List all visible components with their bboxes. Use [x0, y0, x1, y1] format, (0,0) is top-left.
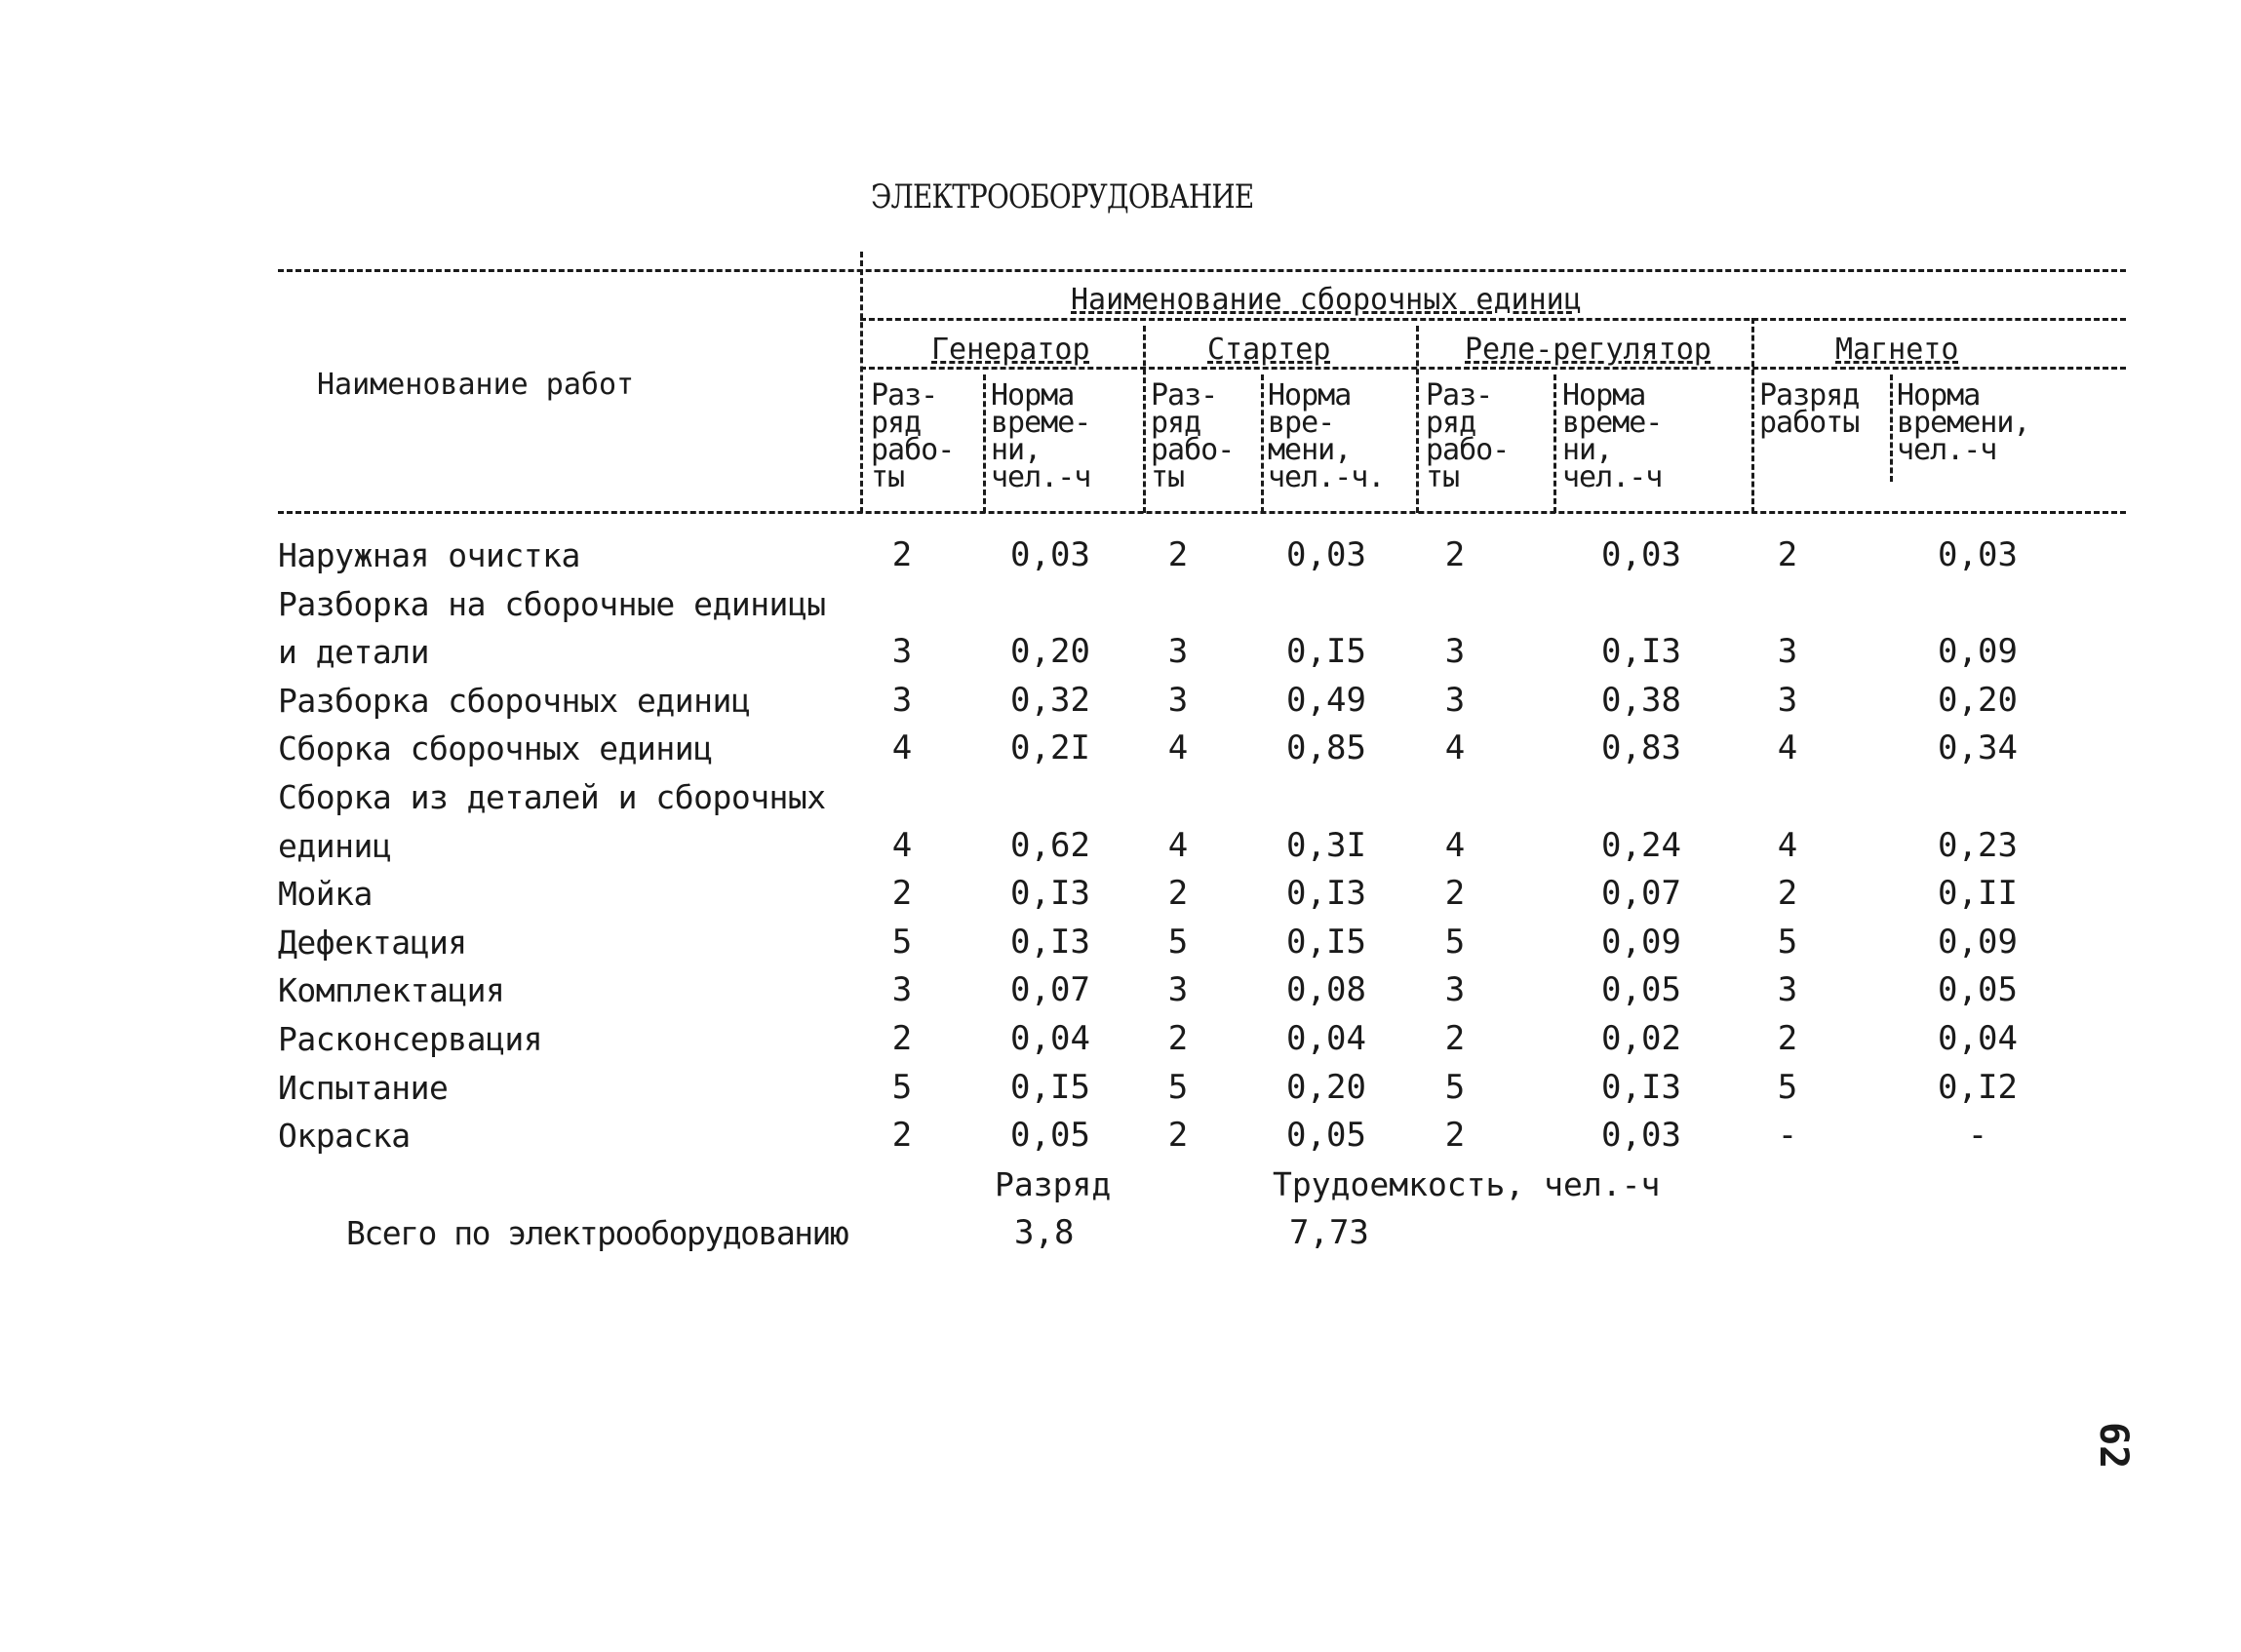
table-cell: 0,38: [1601, 681, 1681, 720]
header-unit-relay: Реле-регулятор: [1465, 333, 1711, 367]
table-cell: 0,I3: [1286, 874, 1366, 913]
header-norm-generator: Норма време- ни, чел.-ч: [991, 378, 1091, 494]
row-label: Комплектация: [278, 971, 505, 1009]
table-cell: 0,62: [1010, 826, 1090, 865]
page-title: ЭЛЕКТРООБОРУДОВАНИЕ: [871, 177, 1254, 216]
table-cell: 0,03: [1601, 535, 1681, 574]
table-cell: 0,83: [1601, 728, 1681, 767]
header-bottom-rule: [278, 511, 2126, 514]
table-cell: 3: [1444, 681, 1466, 720]
table-cell: 0,I5: [1010, 1068, 1090, 1107]
table-cell: 2: [1167, 1019, 1189, 1058]
table-cell: 4: [891, 826, 913, 865]
table-cell: 2: [1444, 1116, 1466, 1155]
table-cell: 2: [1777, 1019, 1798, 1058]
table-cell: 0,34: [1938, 728, 2018, 767]
table-cell: 0,05: [1010, 1116, 1090, 1155]
header-norm-magneto: Норма времени, чел.-ч: [1897, 378, 2030, 467]
header-grade-magneto: Разряд работы: [1759, 378, 1860, 440]
header-norm-starter: Норма вре- мени, чел.-ч.: [1268, 378, 1385, 494]
row-label: Мойка: [278, 875, 373, 913]
row-label: Дефектация: [278, 924, 467, 962]
table-cell: 0,09: [1938, 632, 2018, 671]
table-cell: 3: [1444, 970, 1466, 1009]
table-cell: 0,07: [1010, 970, 1090, 1009]
table-cell: 2: [1167, 535, 1189, 574]
table-cell: 0,I3: [1010, 874, 1090, 913]
table-cell: 0,I5: [1286, 923, 1366, 962]
table-cell: 5: [1167, 1068, 1189, 1107]
table-cell: 2: [1777, 874, 1798, 913]
table-cell: 0,32: [1010, 681, 1090, 720]
table-cell: 2: [891, 1019, 913, 1058]
totals-grade-value: 3,8: [1014, 1213, 1075, 1252]
table-cell: 0,3I: [1286, 826, 1366, 865]
table-cell: 0,I5: [1286, 632, 1366, 671]
table-cell: 2: [1444, 874, 1466, 913]
table-cell: 0,02: [1601, 1019, 1681, 1058]
table-cell: 0,I3: [1010, 923, 1090, 962]
sub-divider-4: [1890, 374, 1893, 482]
table-cell: -: [1967, 1116, 1988, 1155]
table-cell: 0,05: [1286, 1116, 1366, 1155]
header-works: Наименование работ: [317, 368, 635, 402]
table-cell: 5: [1777, 1068, 1798, 1107]
totals-labor-value: 7,73: [1289, 1213, 1369, 1252]
table-cell: 3: [891, 970, 913, 1009]
header-grade-generator: Раз- ряд рабо- ты: [871, 378, 955, 494]
table-cell: 4: [1444, 826, 1466, 865]
table-cell: 3: [1777, 632, 1798, 671]
table-cell: 2: [1167, 874, 1189, 913]
table-cell: 3: [1777, 970, 1798, 1009]
header-grade-relay: Раз- ряд рабо- ты: [1426, 378, 1510, 494]
header-units-group: Наименование сборочных единиц: [1071, 283, 1582, 317]
table-cell: 4: [1167, 728, 1189, 767]
table-cell: 5: [1444, 923, 1466, 962]
table-cell: 0,20: [1938, 681, 2018, 720]
table-cell: 3: [1777, 681, 1798, 720]
table-cell: 3: [1167, 632, 1189, 671]
unit-header-rule: [860, 367, 2126, 370]
header-unit-magneto: Магнето: [1835, 333, 1959, 367]
table-cell: 0,07: [1601, 874, 1681, 913]
header-divider-relay: [1751, 318, 1754, 513]
table-top-rule: [278, 269, 2126, 272]
table-cell: -: [1777, 1116, 1798, 1155]
row-label: Сборка сборочных единиц: [278, 729, 713, 767]
table-cell: 2: [1777, 535, 1798, 574]
table-cell: 2: [891, 874, 913, 913]
table-cell: 0,20: [1286, 1068, 1366, 1107]
table-cell: 3: [1167, 681, 1189, 720]
table-cell: 0,24: [1601, 826, 1681, 865]
totals-grade-caption: Разряд: [995, 1165, 1112, 1203]
table-cell: 0,08: [1286, 970, 1366, 1009]
header-divider-gen: [1143, 326, 1146, 513]
group-header-rule: [860, 318, 2126, 321]
table-cell: 0,04: [1010, 1019, 1090, 1058]
table-cell: 0,03: [1601, 1116, 1681, 1155]
table-cell: 0,85: [1286, 728, 1366, 767]
header-unit-starter: Стартер: [1207, 333, 1331, 367]
table-cell: 0,20: [1010, 632, 1090, 671]
table-cell: 5: [1444, 1068, 1466, 1107]
table-cell: 4: [1777, 826, 1798, 865]
row-label: Сборка из деталей и сборочных: [278, 778, 826, 816]
totals-label: Всего по электрооборудованию: [346, 1214, 848, 1252]
table-cell: 0,23: [1938, 826, 2018, 865]
row-label: Расконсервация: [278, 1020, 543, 1058]
row-label: Испытание: [278, 1069, 449, 1107]
table-cell: 0,09: [1938, 923, 2018, 962]
totals-labor-caption: Трудоемкость, чел.-ч: [1273, 1165, 1661, 1203]
row-label: Разборка сборочных единиц: [278, 682, 751, 720]
table-cell: 0,04: [1286, 1019, 1366, 1058]
table-cell: 0,09: [1601, 923, 1681, 962]
table-cell: 5: [891, 923, 913, 962]
table-cell: 5: [1167, 923, 1189, 962]
table-cell: 5: [891, 1068, 913, 1107]
table-cell: 2: [891, 1116, 913, 1155]
row-label: Разборка на сборочные единицы: [278, 585, 826, 623]
header-grade-starter: Раз- ряд рабо- ты: [1151, 378, 1235, 494]
table-cell: 0,I3: [1601, 632, 1681, 671]
table-cell: 0,I3: [1601, 1068, 1681, 1107]
sub-divider-1: [983, 374, 986, 513]
table-cell: 2: [1444, 1019, 1466, 1058]
table-cell: 2: [1167, 1116, 1189, 1155]
table-cell: 2: [1444, 535, 1466, 574]
table-cell: 0,04: [1938, 1019, 2018, 1058]
header-norm-relay: Норма време- ни, чел.-ч: [1562, 378, 1663, 494]
table-cell: 0,03: [1938, 535, 2018, 574]
table-cell: 3: [1167, 970, 1189, 1009]
header-unit-generator: Генератор: [931, 333, 1090, 367]
table-cell: 0,05: [1938, 970, 2018, 1009]
table-cell: 4: [1777, 728, 1798, 767]
table-cell: 4: [891, 728, 913, 767]
sub-divider-3: [1553, 374, 1556, 513]
header-divider-start: [1416, 326, 1419, 513]
table-cell: 0,2I: [1010, 728, 1090, 767]
table-cell: 0,03: [1010, 535, 1090, 574]
row-label: Наружная очистка: [278, 536, 580, 574]
table-cell: 5: [1777, 923, 1798, 962]
table-cell: 0,49: [1286, 681, 1366, 720]
table-cell: 0,03: [1286, 535, 1366, 574]
row-label: Окраска: [278, 1117, 411, 1155]
table-cell: 3: [891, 681, 913, 720]
table-cell: 4: [1167, 826, 1189, 865]
table-cell: 4: [1444, 728, 1466, 767]
table-cell: 0,II: [1938, 874, 2018, 913]
row-label: и детали: [278, 633, 429, 671]
table-cell: 3: [1444, 632, 1466, 671]
table-cell: 3: [891, 632, 913, 671]
table-cell: 0,I2: [1938, 1068, 2018, 1107]
row-label: единиц: [278, 827, 392, 865]
table-cell: 0,05: [1601, 970, 1681, 1009]
table-cell: 2: [891, 535, 913, 574]
page-number: 62: [2091, 1422, 2136, 1470]
sub-divider-2: [1261, 374, 1264, 513]
header-divider-main: [860, 252, 863, 513]
